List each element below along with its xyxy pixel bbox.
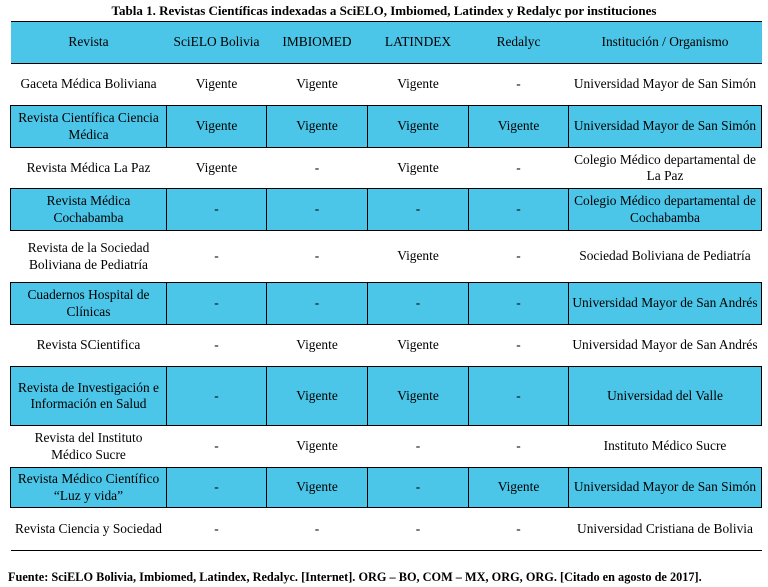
table-row <box>11 283 762 325</box>
header-institucion: Institución / Organismo <box>569 22 762 64</box>
cell-latindex: - <box>368 189 469 231</box>
cell-imbiomed: Vigente <box>267 64 368 106</box>
cell-redalyc: - <box>469 508 569 551</box>
cell-latindex: Vigente <box>368 367 469 426</box>
table-caption: Tabla 1. Revistas Científicas indexadas a SciELO, Imbiomed, Latindex y Redalyc por instituciones <box>111 3 657 18</box>
cell-institucion: Universidad Cristiana de Bolivia <box>569 508 762 551</box>
cell-revista: Revista Ciencia y Sociedad <box>11 508 167 551</box>
cell-imbiomed: - <box>267 148 368 189</box>
cell-redalyc: - <box>469 426 569 468</box>
cell-imbiomed: - <box>267 231 368 283</box>
cell-revista: Revista de Investigación e Información en Salud <box>11 367 167 426</box>
header-revista: Revista <box>11 22 167 64</box>
cell-imbiomed: - <box>267 283 368 325</box>
journals-table <box>10 21 762 551</box>
cell-revista: Revista Médica La Paz <box>11 148 167 189</box>
table-footnote: Fuente: SciELO Bolivia, Imbiomed, Latindex, Redalyc. [Internet]. ORG – BO, COM – MX, ORG, ORG. [Citado en agosto de 2017]. <box>8 570 702 584</box>
cell-scielo: - <box>167 231 267 283</box>
cell-revista: Revista de la Sociedad Boliviana de Pediatría <box>11 231 167 283</box>
header-scielo: SciELO Bolivia <box>167 22 267 64</box>
table-body <box>11 64 762 551</box>
cell-imbiomed: Vigente <box>267 426 368 468</box>
cell-latindex: Vigente <box>368 231 469 283</box>
cell-redalyc: - <box>469 325 569 367</box>
cell-redalyc: - <box>469 148 569 189</box>
table-row <box>11 468 762 508</box>
cell-latindex: - <box>368 468 469 508</box>
cell-imbiomed: - <box>267 189 368 231</box>
cell-institucion: Instituto Médico Sucre <box>569 426 762 468</box>
cell-latindex: - <box>368 508 469 551</box>
cell-redalyc: - <box>469 231 569 283</box>
table-row <box>11 106 762 148</box>
cell-institucion: Universidad Mayor de San Simón <box>569 64 762 106</box>
cell-latindex: Vigente <box>368 325 469 367</box>
cell-redalyc: - <box>469 64 569 106</box>
cell-revista: Revista del Instituto Médico Sucre <box>11 426 167 468</box>
cell-institucion: Universidad del Valle <box>569 367 762 426</box>
cell-redalyc: Vigente <box>469 468 569 508</box>
table-row <box>11 189 762 231</box>
table-row <box>11 367 762 426</box>
header-latindex: LATINDEX <box>368 22 469 64</box>
cell-revista: Revista Médica Cochabamba <box>11 189 167 231</box>
cell-institucion: Universidad Mayor de San Simón <box>569 468 762 508</box>
cell-scielo: - <box>167 283 267 325</box>
table-row <box>11 148 762 189</box>
cell-scielo: - <box>167 426 267 468</box>
table-row <box>11 426 762 468</box>
cell-latindex: Vigente <box>368 64 469 106</box>
cell-redalyc: - <box>469 189 569 231</box>
cell-scielo: Vigente <box>167 106 267 148</box>
cell-latindex: - <box>368 283 469 325</box>
cell-scielo: - <box>167 468 267 508</box>
cell-institucion: Universidad Mayor de San Simón <box>569 106 762 148</box>
cell-scielo: Vigente <box>167 148 267 189</box>
cell-scielo: Vigente <box>167 64 267 106</box>
cell-imbiomed: Vigente <box>267 367 368 426</box>
cell-scielo: - <box>167 367 267 426</box>
cell-revista: Gaceta Médica Boliviana <box>11 64 167 106</box>
cell-redalyc: - <box>469 283 569 325</box>
cell-imbiomed: Vigente <box>267 325 368 367</box>
cell-imbiomed: - <box>267 508 368 551</box>
cell-redalyc: - <box>469 367 569 426</box>
cell-revista: Revista SCientifica <box>11 325 167 367</box>
cell-scielo: - <box>167 325 267 367</box>
cell-institucion: Colegio Médico departamental de Cochabamba <box>569 189 762 231</box>
cell-institucion: Sociedad Boliviana de Pediatría <box>569 231 762 283</box>
table-row <box>11 325 762 367</box>
cell-scielo: - <box>167 508 267 551</box>
cell-latindex: Vigente <box>368 106 469 148</box>
cell-latindex: - <box>368 426 469 468</box>
cell-revista: Cuadernos Hospital de Clínicas <box>11 283 167 325</box>
cell-latindex: Vigente <box>368 148 469 189</box>
cell-revista: Revista Médico Científico “Luz y vida” <box>11 468 167 508</box>
table-row <box>11 64 762 106</box>
header-row <box>11 22 762 64</box>
table-row <box>11 231 762 283</box>
cell-scielo: - <box>167 189 267 231</box>
header-imbiomed: IMBIOMED <box>267 22 368 64</box>
cell-institucion: Colegio Médico departamental de La Paz <box>569 148 762 189</box>
table-row <box>11 508 762 551</box>
cell-institucion: Universidad Mayor de San Andrés <box>569 283 762 325</box>
header-redalyc: Redalyc <box>469 22 569 64</box>
cell-imbiomed: Vigente <box>267 468 368 508</box>
cell-institucion: Universidad Mayor de San Andrés <box>569 325 762 367</box>
cell-revista: Revista Científica Ciencia Médica <box>11 106 167 148</box>
table-header <box>11 22 762 64</box>
cell-redalyc: Vigente <box>469 106 569 148</box>
cell-imbiomed: Vigente <box>267 106 368 148</box>
